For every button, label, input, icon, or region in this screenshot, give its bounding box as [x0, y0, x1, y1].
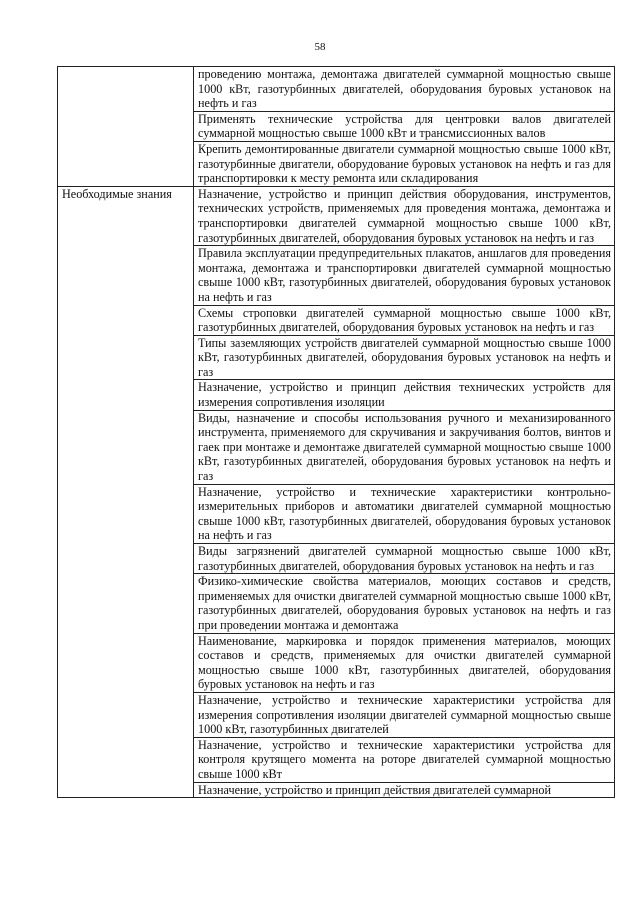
empty-label-cell	[58, 67, 194, 187]
knowledge-cell: Правила эксплуатации предупредительных плакатов, аншлагов для проведения монтажа, демонтажа и транспортировки двигателей суммарной мощностью свыше 1000 кВт, газотурбинных двигателей, оборудования буровых установок на нефть и газ	[194, 246, 615, 305]
knowledge-cell: Типы заземляющих устройств двигателей суммарной мощностью свыше 1000 кВт, газотурбинных двигателей, оборудования буровых установок на нефть и газ	[194, 335, 615, 380]
knowledge-cell: Схемы строповки двигателей суммарной мощностью свыше 1000 кВт, газотурбинных двигателей, оборудования буровых установок на нефть и газ	[194, 305, 615, 335]
page-number: 58	[314, 41, 326, 53]
table-row	[58, 186, 615, 245]
competency-table	[57, 66, 615, 798]
skill-cell: проведению монтажа, демонтажа двигателей суммарной мощностью свыше 1000 кВт, газотурбинных двигателей, оборудования буровых установок на нефть и газ	[194, 67, 615, 112]
knowledge-cell: Назначение, устройство и технические характеристики контрольно-измерительных приборов и автоматики двигателей суммарной мощностью свыше 1000 кВт, газотурбинных двигателей, оборудования буровых установок на нефть и газ	[194, 484, 615, 543]
knowledge-cell: Виды, назначение и способы использования ручного и механизированного инструмента, применяемого для скручивания и закручивания болтов, винтов и гаек при монтаже и демонтаже двигателей суммарной мощностью свыше 1000 кВт, газотурбинных двигателей, оборудования буровых установок на нефть и газ	[194, 410, 615, 484]
knowledge-cell: Назначение, устройство и технические характеристики устройства для контроля крутящего момента на роторе двигателей суммарной мощностью свыше 1000 кВт	[194, 737, 615, 782]
knowledge-label: Необходимые знания	[58, 186, 194, 797]
knowledge-cell: Наименование, маркировка и порядок применения материалов, моющих составов и средств, применяемых для очистки двигателей суммарной мощностью свыше 1000 кВт, газотурбинных двигателей, оборудования буровых установок на нефть и газ	[194, 633, 615, 692]
knowledge-cell: Физико-химические свойства материалов, моющих составов и средств, применяемых для очистки двигателей суммарной мощностью свыше 1000 кВт, газотурбинных двигателей, оборудования буровых установок на нефть и газ при проведении монтажа и демонтажа	[194, 574, 615, 633]
table-row	[58, 67, 615, 112]
knowledge-cell: Назначение, устройство и принцип действия оборудования, инструментов, технических устройств, применяемых для проведения монтажа, демонтажа и транспортировки двигателей суммарной мощностью свыше 1000 кВт, газотурбинных двигателей, оборудования буровых установок на нефть и газ	[194, 186, 615, 245]
knowledge-cell: Виды загрязнений двигателей суммарной мощностью свыше 1000 кВт, газотурбинных двигателей, оборудования буровых установок на нефть и газ	[194, 544, 615, 574]
skill-cell: Крепить демонтированные двигатели суммарной мощностью свыше 1000 кВт, газотурбинные двигатели, оборудование буровых установок на нефть и газ для транспортировки к месту ремонта или складирования	[194, 141, 615, 186]
knowledge-cell: Назначение, устройство и технические характеристики устройства для измерения сопротивления изоляции двигателей суммарной мощностью свыше 1000 кВт, газотурбинных двигателей	[194, 692, 615, 737]
knowledge-cell: Назначение, устройство и принцип действия двигателей суммарной	[194, 782, 615, 798]
skill-cell: Применять технические устройства для центровки валов двигателей суммарной мощностью свыше 1000 кВт и трансмиссионных валов	[194, 111, 615, 141]
knowledge-cell: Назначение, устройство и принцип действия технических устройств для измерения сопротивления изоляции	[194, 380, 615, 410]
